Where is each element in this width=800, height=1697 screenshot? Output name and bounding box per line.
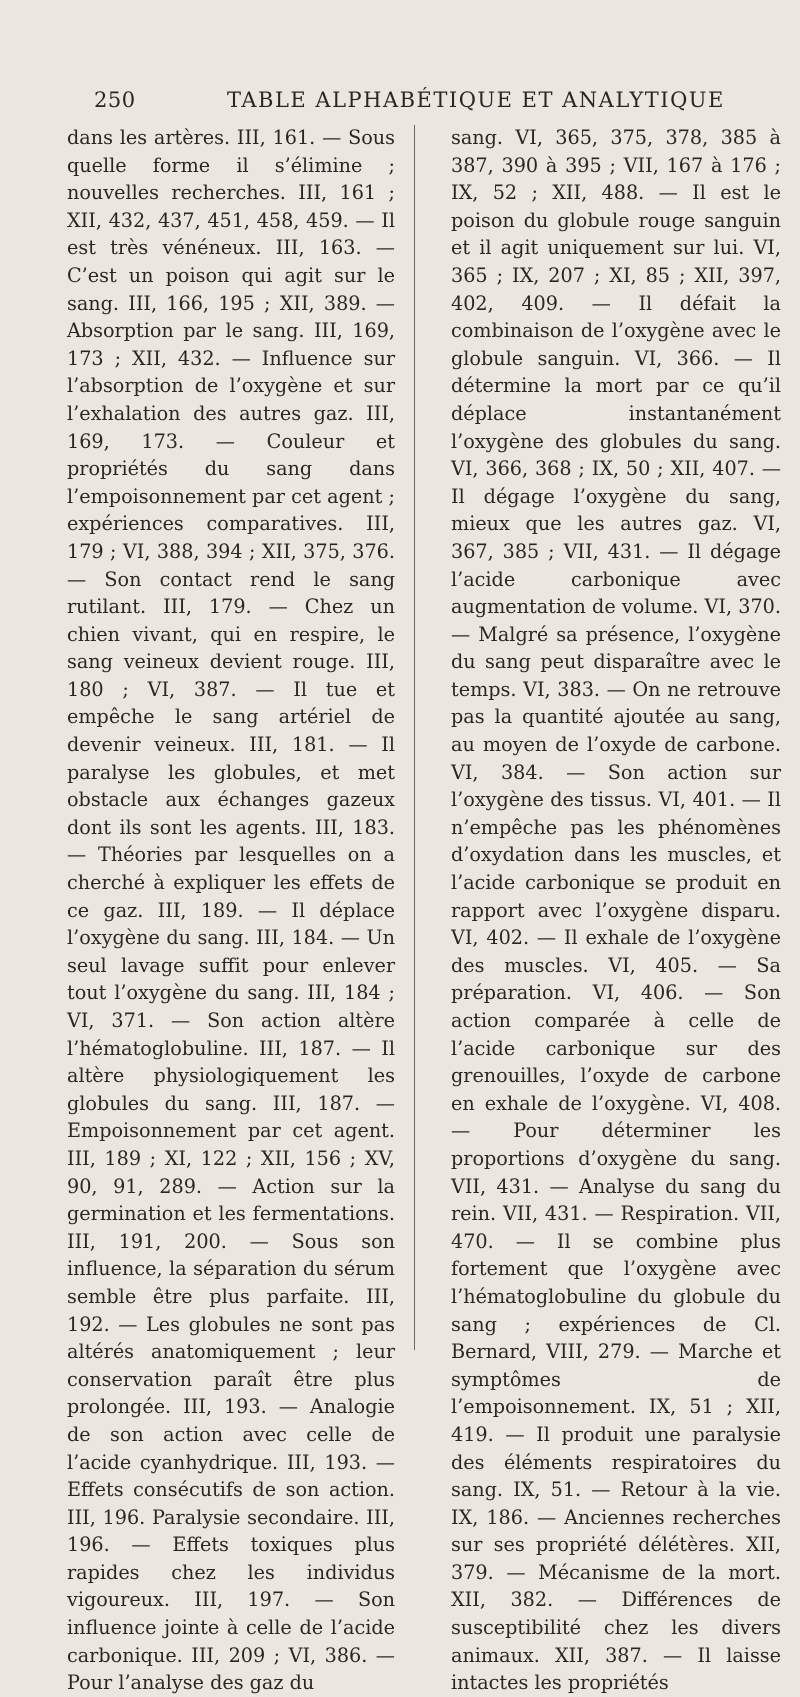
- page-number: 250: [94, 88, 136, 112]
- running-head: [40, 88, 770, 118]
- running-title: TABLE ALPHABÉTIQUE ET ANALYTIQUE: [227, 88, 725, 112]
- left-column-text: dans les artères. III, 161. — Sous quelle forme il s’élimine ; nouvelles recherches. III, 161 ; XII, 432, 437, 451, 458, 459. — Il est très vénéneux. III, 163. — C’est un poison qui agit sur le sang. III, 166, 195 ; XII, 389. — Absorption par le sang. III, 169, 173 ; XII, 432. — Influence sur l’absorption de l’oxygène et sur l’exhalation des autres gaz. III, 169, 173. — Couleur et propriétés du sang dans l’empoisonnement par cet agent ; expériences comparatives. III, 179 ; VI, 388, 394 ; XII, 375, 376. — Son contact rend le sang rutilant. III, 179. — Chez un chien vivant, qui en respire, le sang veineux devient rouge. III, 180 ; VI, 387. — Il tue et empêche le sang artériel de devenir veineux. III, 181. — Il paralyse les globules, et met obstacle aux échanges gazeux dont ils sont les agents. III, 183. — Théories par lesquelles on a cherché à expliquer les effets de ce gaz. III, 189. — Il déplace l’oxygène du sang. III, 184. — Un seul lavage suffit pour enlever tout l’oxygène du sang. III, 184 ; VI, 371. — Son action altère l’hématoglobuline. III, 187. — Il altère physiologiquement les globules du sang. III, 187. — Empoisonnement par cet agent. III, 189 ; XI, 122 ; XII, 156 ; XV, 90, 91, 289. — Action sur la germination et les fermentations. III, 191, 200. — Sous son influence, la séparation du sérum semble être plus parfaite. III, 192. — Les globules ne sont pas altérés anatomiquement ; leur conservation paraît être plus prolongée. III, 193. — Analogie de son action avec celle de l’acide cyanhydrique. III, 193. — Effets consécutifs de son action. III, 196. Paralysie secondaire. III, 196. — Effets toxiques plus rapides chez les individus vigoureux. III, 197. — Son influence jointe à celle de l’acide carbonique. III, 209 ; VI, 386. — Pour l’analyse des gaz du: [67, 126, 395, 1695]
- left-column: [67, 124, 395, 1697]
- right-column-text: sang. VI, 365, 375, 378, 385 à 387, 390 à 395 ; VII, 167 à 176 ; IX, 52 ; XII, 488. — Il est le poison du globule rouge sanguin et il agit uniquement sur lui. VI, 365 ; IX, 207 ; XI, 85 ; XII, 397, 402, 409. — Il défait la combinaison de l’oxygène avec le globule sanguin. VI, 366. — Il détermine la mort par ce qu’il déplace instantanément l’oxygène des globules du sang. VI, 366, 368 ; IX, 50 ; XII, 407. — Il dégage l’oxygène du sang, mieux que les autres gaz. VI, 367, 385 ; VII, 431. — Il dégage l’acide carbonique avec augmentation de volume. VI, 370. — Malgré sa présence, l’oxygène du sang peut disparaître avec le temps. VI, 383. — On ne retrouve pas la quantité ajoutée au sang, au moyen de l’oxyde de carbone. VI, 384. — Son action sur l’oxygène des tissus. VI, 401. — Il n’empêche pas les phénomènes d’oxydation dans les muscles, et l’acide carbonique se produit en rapport avec l’oxygène disparu. VI, 402. — Il exhale de l’oxygène des muscles. VI, 405. — Sa préparation. VI, 406. — Son action comparée à celle de l’acide carbonique sur des grenouilles, l’oxyde de carbone en exhale de l’oxygène. VI, 408. — Pour déterminer les proportions d’oxygène du sang. VII, 431. — Analyse du sang du rein. VII, 431. — Respiration. VII, 470. — Il se combine plus fortement que l’oxygène avec l’hématoglobuline du globule du sang ; expériences de Cl. Bernard, VIII, 279. — Marche et symptômes de l’empoisonnement. IX, 51 ; XII, 419. — Il produit une paralysie des éléments respiratoires du sang. IX, 51. — Retour à la vie. IX, 186. — Anciennes recherches sur ses propriété délétères. XII, 379. — Mécanisme de la mort. XII, 382. — Différences de susceptibilité chez les divers animaux. XII, 387. — Il laisse intactes les propriétés: [451, 126, 781, 1695]
- column-divider: [414, 125, 415, 1350]
- right-column: [451, 124, 781, 1697]
